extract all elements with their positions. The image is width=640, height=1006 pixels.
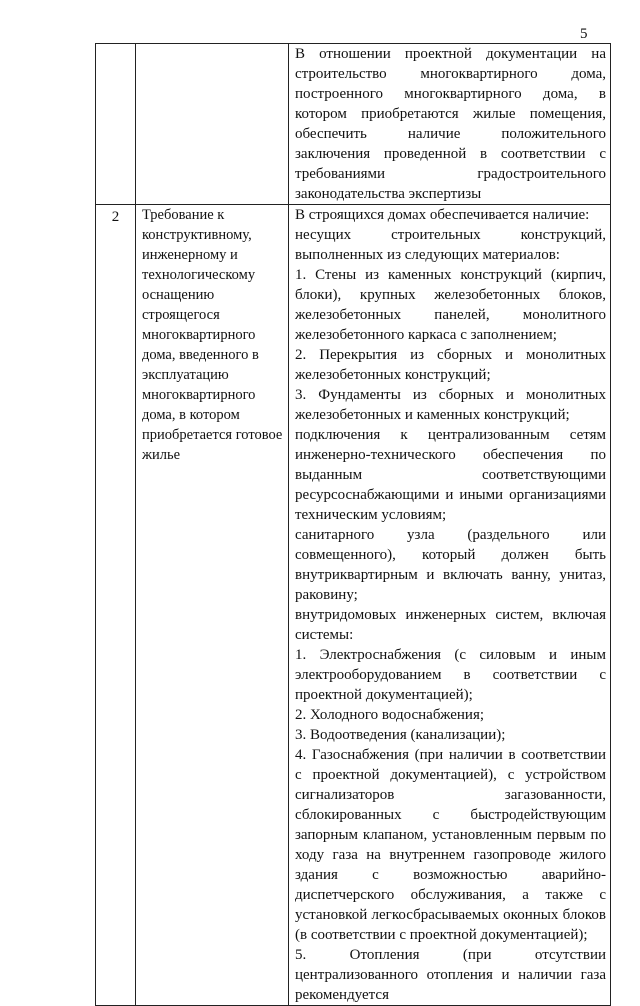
description-paragraph: 4. Газоснабжения (при наличии в соответствии с проектной документацией), с устройством сигнализаторов загазованности, сблокированных с быстродействующим запорным клапаном, установленным первым по ходу газа на внутреннем газопроводе жилого здания с возможностью аварийно-диспетчерского обслуживания, а также с установкой легкосбрасываемых оконных блоков (в соответствии с проектной документацией); — [295, 747, 606, 943]
description-paragraph: несущих строительных конструкций, выполненных из следующих материалов: — [295, 227, 606, 263]
description-paragraph: 3. Водоотведения (канализации); — [295, 727, 506, 743]
description-paragraph: В строящихся домах обеспечивается наличие: — [295, 207, 590, 223]
requirements-table — [95, 43, 611, 1006]
description-paragraph: подключения к централизованным сетям инженерно-технического обеспечения по выданным соответствующими ресурсоснабжающими и иными организациями техническим условиям; — [295, 427, 606, 523]
row-number-cell — [96, 44, 136, 205]
row-number-cell: 2 — [96, 205, 136, 1006]
page-number: 5 — [580, 26, 588, 42]
description-paragraph: 5. Отопления (при отсутствии централизованного отопления и наличии газа рекомендуется — [295, 947, 606, 1003]
description-paragraph: внутридомовых инженерных систем, включая системы: — [295, 607, 606, 643]
description-cell — [289, 44, 611, 205]
table-row — [96, 44, 611, 205]
description-paragraph: 1. Стены из каменных конструкций (кирпич, блоки), крупных железобетонных блоков, железобетонных панелей, монолитного железобетонного каркаса с заполнением; — [295, 267, 606, 343]
description-paragraph: санитарного узла (раздельного или совмещенного), который должен быть внутриквартирным и включать ванну, унитаз, раковину; — [295, 527, 606, 603]
description-paragraph: 2. Холодного водоснабжения; — [295, 707, 485, 723]
description-paragraph: В отношении проектной документации на строительство многоквартирного дома, построенного многоквартирного дома, в котором приобретаются жилые помещения, обеспечить наличие положительного заключения проведенной в соответствии с требованиями градостроительного законодательства экспертизы — [295, 46, 606, 202]
requirement-cell — [136, 44, 289, 205]
description-paragraph: 3. Фундаменты из сборных и монолитных железобетонных и каменных конструкций; — [295, 387, 606, 423]
description-paragraph: 1. Электроснабжения (с силовым и иным электрооборудованием в соответствии с проектной документацией); — [295, 647, 606, 703]
description-cell — [289, 205, 611, 1006]
requirement-cell: Требование к конструктивному, инженерному и технологическому оснащению строящегося многоквартирного дома, введенного в эксплуатацию многоквартирного дома, в котором приобретается готовое жилье — [136, 205, 289, 1006]
description-paragraph: 2. Перекрытия из сборных и монолитных железобетонных конструкций; — [295, 347, 606, 383]
table-row — [96, 205, 611, 1006]
